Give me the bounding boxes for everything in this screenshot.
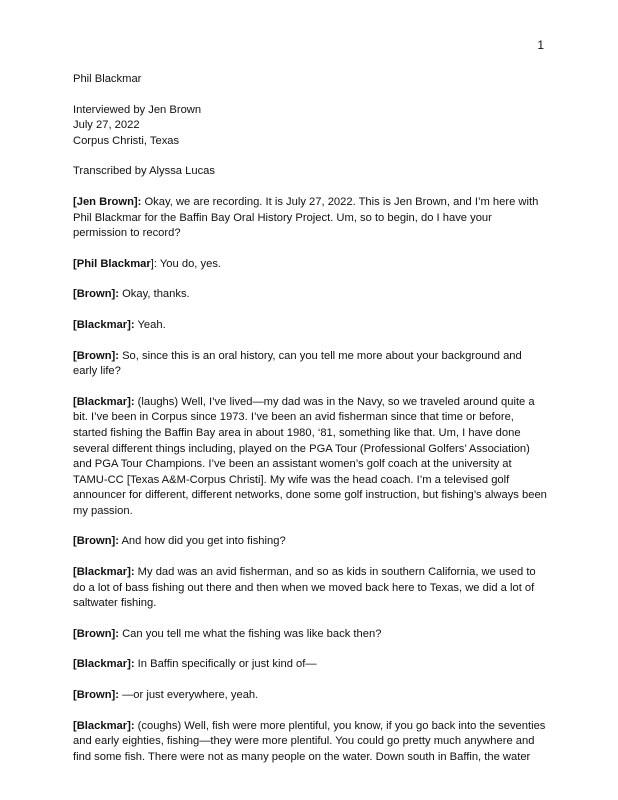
dialogue-turn (73, 257, 548, 273)
speaker-label: [Blackmar]: (73, 719, 135, 732)
turn-text: Yeah. (134, 318, 166, 331)
turn-text: So, since this is an oral history, can you tell me more about your background and early life? (73, 349, 522, 378)
speaker-label: [Brown]: (73, 349, 119, 362)
interview-location: Corpus Christi, Texas (73, 134, 180, 147)
transcriber-line: Transcribed by Alyssa Lucas (73, 165, 215, 178)
speaker-label: [Brown]: (73, 288, 119, 301)
interviewee-name: Phil Blackmar (73, 73, 142, 85)
dialogue-turn (73, 565, 548, 612)
turn-text: (coughs) Well, fish were more plentiful, you know, if you go back into the seventies and early eighties, fishing—they were more plentiful. You could go pretty much anywhere and find some fish. There were not as many people on the water. Down south in Baffin, the water (73, 719, 546, 763)
speaker-label: [Jen Brown]: (73, 195, 142, 208)
transcript-header (73, 72, 548, 195)
dialogue-turn (73, 688, 548, 704)
turn-text: Okay, we are recording. It is July 27, 2022. This is Jen Brown, and I’m here with Phil Blackmar for the Baffin Bay Oral History Project. Um, so to begin, do I have your permission to record? (73, 195, 539, 240)
speaker-label: [Blackmar]: (73, 566, 135, 579)
dialogue-turn (73, 318, 548, 334)
turn-text: My dad was an avid fisherman, and so as kids in southern California, we used to do a lot of bass fishing out there and then when we moved back here to Texas, we did a lot of saltwater fishing. (73, 566, 536, 610)
speaker-label: [Blackmar]: (73, 658, 135, 671)
turn-text: Okay, thanks. (118, 288, 190, 301)
dialogue-turn (73, 657, 548, 673)
dialogue-turn (73, 534, 548, 550)
dialogue-turn (73, 349, 548, 380)
interview-date: July 27, 2022 (73, 119, 140, 132)
dialogue-turn (73, 395, 548, 520)
page-number: 1 (537, 38, 544, 52)
interviewer-line: Interviewed by Jen Brown (73, 103, 202, 116)
dialogue-turn (73, 719, 548, 766)
turn-text: In Baffin specifically or just kind of— (134, 658, 317, 671)
turn-text: And how did you get into fishing? (118, 535, 286, 548)
dialogue-turn (73, 287, 548, 303)
dialogue-turn (73, 627, 548, 643)
turn-text: —or just everywhere, yeah. (118, 689, 259, 702)
speaker-label: [Blackmar]: (73, 395, 135, 408)
speaker-label: [Phil Blackmar (73, 257, 151, 270)
turn-text: Can you tell me what the fishing was like back then? (118, 627, 382, 640)
speaker-label: [Blackmar]: (73, 318, 135, 331)
transcript-body (73, 72, 548, 780)
turn-text: ]: You do, yes. (150, 257, 222, 270)
dialogue-turn (73, 195, 548, 242)
turn-text: (laughs) Well, I’ve lived—my dad was in the Navy, so we traveled around quite a bit. I’ve been in Corpus since 1973. I’ve been an avid fisherman since that time or before, started fishing the Baffin Bay area in about 1980, ‘81, something like that. Um, I have done several different things including, played on the PGA Tour (Professional Golfers’ Association) and PGA Tour Champions. I’ve been an assistant women’s golf coach at the university at TAMU-CC [Texas A&M-Corpus Christi]. My wife was the head coach. I’m a televised golf announcer for different, different networks, done some golf instruction, but fishing’s always been my passion. (73, 395, 547, 517)
speaker-label: [Brown]: (73, 535, 119, 548)
speaker-label: [Brown]: (73, 627, 119, 640)
speaker-label: [Brown]: (73, 689, 119, 702)
